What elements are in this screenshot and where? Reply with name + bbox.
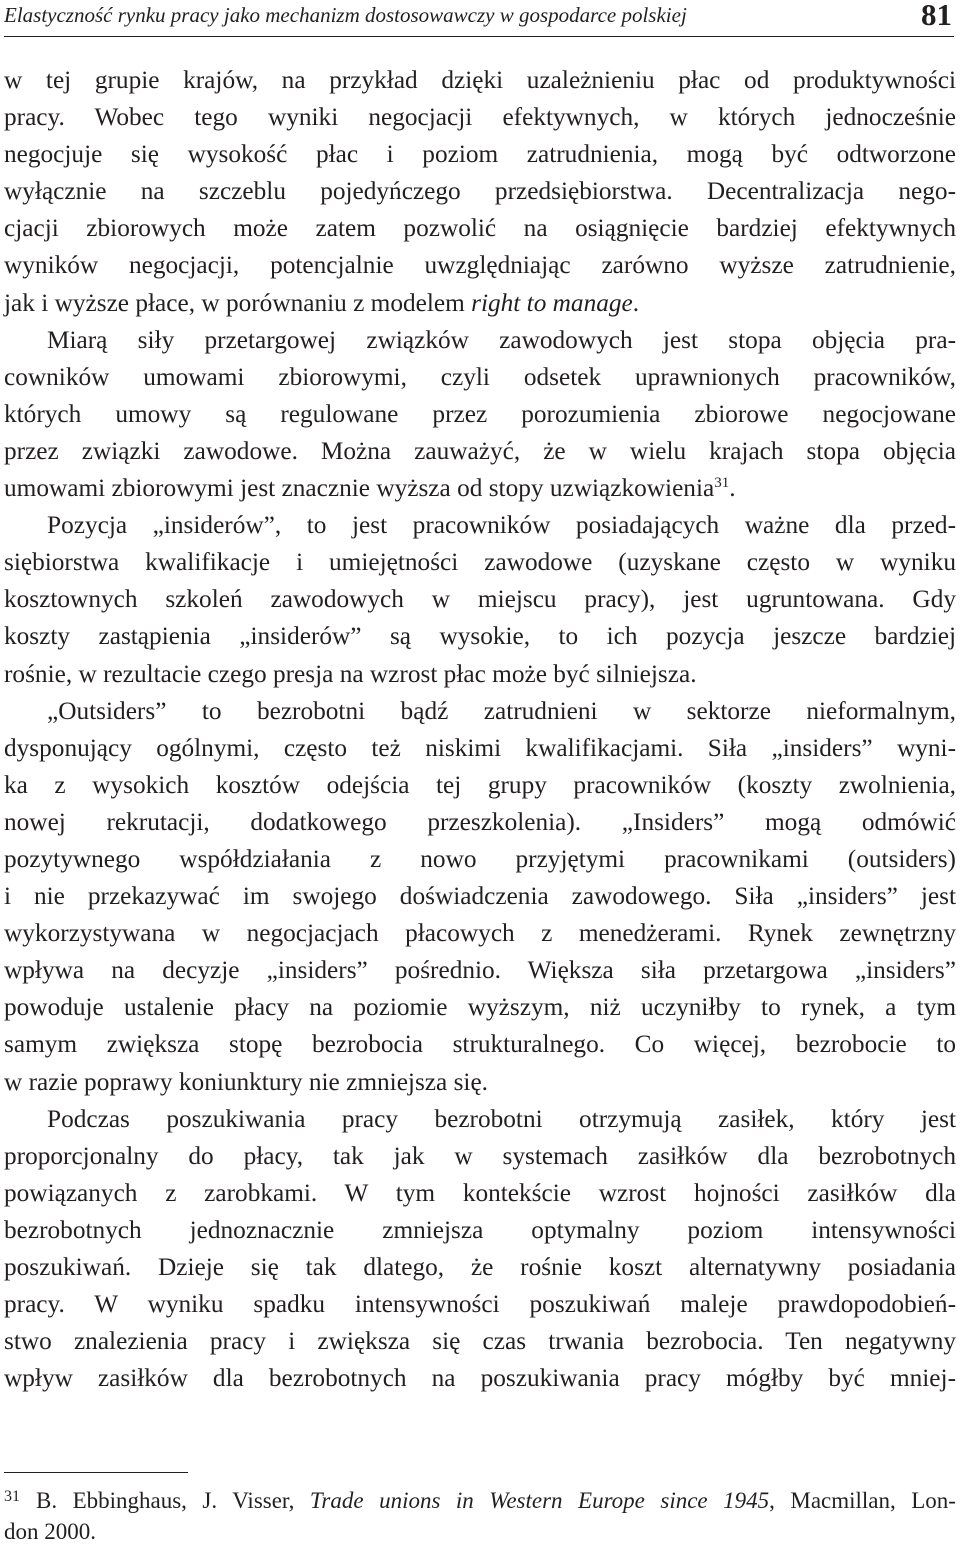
- text-line: wykorzystywana w negocjacjach płacowych z menedżerami. Rynek zewnętrzny: [4, 919, 956, 948]
- text-line: dysponujący ogólnymi, często też niskimi kwalifikacjami. Siła „insiders” wyni-: [4, 733, 956, 762]
- text-line: nowej rekrutacji, dodatkowego przeszkolenia). „Insiders” mogą odmówić: [4, 807, 956, 836]
- text-line: bezrobotnych jednoznacznie zmniejsza optymalny poziom intensywności: [4, 1215, 956, 1244]
- footnote-reference[interactable]: 31: [714, 475, 730, 492]
- paragraph-5: [4, 1101, 956, 1398]
- italic-term: right to manage: [471, 288, 633, 317]
- body-text: [4, 62, 956, 1397]
- text-line: przez związki zawodowe. Można zauważyć, że w wielu krajach stopa objęcia: [4, 436, 956, 465]
- footnote-title: Trade unions in Western Europe since 1945: [309, 1488, 770, 1513]
- paragraph-2: [4, 322, 956, 507]
- text-line: wyników negocjacji, potencjalnie uwzględniając zarówno wyższe zatrudnienie,: [4, 251, 956, 280]
- text-line: w razie poprawy koniunktury nie zmniejsza się.: [4, 1067, 489, 1096]
- text-line: wpływ zasiłków dla bezrobotnych na poszukiwania pracy mógłby być mniej-: [4, 1364, 956, 1393]
- text-line: siębiorstwa kwalifikacje i umiejętności zawodowe (uzyskane często w wyniku: [4, 548, 956, 577]
- footnote-31: [4, 1485, 956, 1547]
- footnote-publisher: , Macmillan, Lon-: [769, 1488, 956, 1513]
- footnote-line: [4, 1485, 956, 1516]
- text-line: wpływa na decyzje „insiders” pośrednio. Większa siła przetargowa „insiders”: [4, 956, 956, 985]
- text-line: Miarą siły przetargowej związków zawodowych jest stopa objęcia pra-: [47, 325, 956, 354]
- text-run: jak i wyższe płace, w porównaniu z modelem: [4, 288, 472, 317]
- footnote-number: 31: [4, 1488, 20, 1505]
- text-line: negocjuje się wysokość płac i poziom zatrudnienia, mogą być odtworzone: [4, 140, 956, 169]
- text-line: pozytywnego współdziałania z nowo przyjętymi pracownikami (outsiders): [4, 844, 956, 873]
- text-line: samym zwiększa stopę bezrobocia strukturalnego. Co więcej, bezrobocie to: [4, 1030, 956, 1059]
- text-line: w tej grupie krajów, na przykład dzięki uzależnieniu płac od produktywności: [4, 66, 956, 94]
- text-line: powiązanych z zarobkami. W tym kontekście wzrost hojności zasiłków dla: [4, 1178, 956, 1207]
- text-line: koszty zastąpienia „insiderów” są wysokie, to ich pozycja jeszcze bardziej: [4, 622, 956, 651]
- paragraph-1: [4, 62, 956, 322]
- paragraph-3: [4, 507, 956, 692]
- text-line: pracy. W wyniku spadku intensywności poszukiwań maleje prawdopodobień-: [4, 1290, 956, 1319]
- text-line: pracy. Wobec tego wyniki negocjacji efektywnych, w których jednocześnie: [4, 103, 956, 132]
- text-line: których umowy są regulowane przez porozumienia zbiorowe negocjowane: [4, 399, 956, 428]
- text-line: rośnie, w rezultacie czego presja na wzrost płac może być silniejsza.: [4, 659, 697, 688]
- text-line: proporcjonalny do płacy, tak jak w systemach zasiłków dla bezrobotnych: [4, 1141, 956, 1170]
- text-run: .: [632, 288, 640, 317]
- text-line: [4, 285, 956, 322]
- text-line: Pozycja „insiderów”, to jest pracowników posiadających ważne dla przed-: [47, 511, 956, 540]
- text-line: ka z wysokich kosztów odejścia tej grupy pracowników (koszty zwolnienia,: [4, 770, 956, 799]
- text-line: [4, 470, 956, 507]
- text-run: .: [729, 474, 736, 503]
- text-line: „Outsiders” to bezrobotni bądź zatrudnieni w sektorze nieformalnym,: [47, 696, 956, 725]
- text-line: kosztownych szkoleń zawodowych w miejscu pracy), jest ugruntowana. Gdy: [4, 585, 956, 614]
- text-line: i nie przekazywać im swojego doświadczenia zawodowego. Siła „insiders” jest: [4, 882, 956, 911]
- text-run: umowami zbiorowymi jest znacznie wyższa od stopy uzwiązkowienia: [4, 474, 715, 503]
- paragraph-4: [4, 693, 956, 1101]
- running-header: [4, 0, 954, 37]
- text-line: cowników umowami zbiorowymi, czyli odsetek uprawnionych pracowników,: [4, 362, 956, 391]
- text-line: Podczas poszukiwania pracy bezrobotni otrzymują zasiłek, który jest: [47, 1104, 956, 1133]
- text-line: poszukiwań. Dzieje się tak dlatego, że rośnie koszt alternatywny posiadania: [4, 1253, 956, 1281]
- text-line: stwo znalezienia pracy i zwiększa się czas trwania bezrobocia. Ten negatywny: [4, 1327, 956, 1356]
- running-title: Elastyczność rynku pracy jako mechanizm dostosowawczy w gospodarce polskiej: [4, 3, 687, 27]
- footnote-line: don 2000.: [4, 1519, 96, 1544]
- text-line: wyłącznie na szczeblu pojedyńczego przedsiębiorstwa. Decentralizacja nego-: [4, 177, 956, 206]
- text-line: cjacji zbiorowych może zatem pozwolić na osiągnięcie bardziej efektywnych: [4, 214, 956, 243]
- page-number: 81: [921, 0, 952, 32]
- footnote-authors: B. Ebbinghaus, J. Visser,: [36, 1488, 310, 1513]
- footnote-divider: [4, 1472, 188, 1473]
- text-line: powoduje ustalenie płacy na poziomie wyższym, niż uczyniłby to rynek, a tym: [4, 993, 956, 1022]
